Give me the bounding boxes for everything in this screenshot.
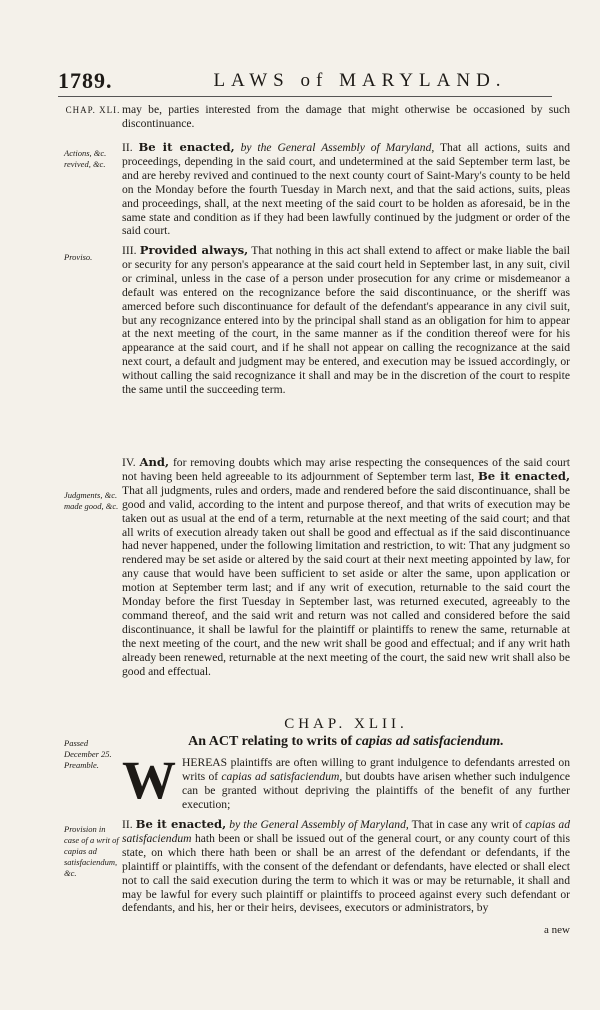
preamble-a: HEREAS plaintiffs are often willing to grant indulgence to defendants arrested on writs of <box>182 756 570 783</box>
preamble-b: but doubts have arisen whether such indulgence can be granted without depriving the plaintiffs of the benefit of any further execution; <box>182 769 570 811</box>
chapter-heading: CHAP. XLII. <box>284 716 408 732</box>
page-year: 1789. <box>58 68 113 93</box>
section-iv <box>122 456 570 679</box>
chap-xlii-sec-ii-b: hath been or shall be issued out of the general court, or any county court of this state, on which there hath been or shall be an arrest of the defendant or defendants, if the plaintiff or plaintiffs, with the consent of the defendant or defendants, have elected or shall elect not to call the said execution during the term to which it was or may be returnable, it shall and may be lawful for every such plaintiff or plaintiffs to proceed against every such defendant or defendants, and his, her or their heirs, devisees, executors or administrators, by <box>122 831 570 915</box>
catchword: a new <box>544 924 570 936</box>
chap-xlii-sec-ii-authority: by the General Assembly of Maryland, <box>229 818 409 831</box>
chap-xlii-sec-ii-a: That in case any writ of <box>411 818 523 831</box>
section-iii-proviso: Provided always, <box>139 243 249 257</box>
section-iii-number: III. <box>122 244 137 257</box>
margin-note-proviso: Proviso. <box>64 252 93 262</box>
chap-xlii-section-ii <box>122 818 570 915</box>
margin-note-passed: Passed December 25. Preamble. <box>64 738 112 770</box>
chap-xlii-sec-ii-number: II. <box>122 818 133 831</box>
act-title-a: An ACT relating to writs of <box>188 734 353 749</box>
preamble <box>122 750 570 812</box>
section-ii-body: That all actions, suits and proceedings, depending in the said court, and undetermined at the said September term last, be and are hereby revived and continued to the next county court of Saint-Mary's county to be held on the Monday before the fourth Tuesday in March next, and that the said actions, suits, pleas and proceedings, shall, at the next meeting of the said court to be holden as aforesaid, be in the same state and condition as if they had been lawfully continued by the judgment or order of the said court. <box>122 141 570 238</box>
section-iv-body-b: That all judgments, rules and orders, made and rendered before the said discontinuance, shall be good and valid, according to the intent and purpose thereof, and that writs of execution may be taken out as usual at the end of a term, returnable at the next meeting of the said court; and that all writs of execution already taken out shall be good and effectual as if the said discontinuance had never happened, under the following limitation and restriction, to wit: That any judgment so rendered may be set aside or altered by the said court at their next meeting appointed by law, for any cause that would have been sufficient to set aside or alter the same, upon application or motion at September term last; and if any writ of execution, returnable to the said court the Monday before the first Tuesday in September last, was returned executed, agreeably to the command thereof, and the said writ and return was not called and considered before the said discontinuance, it shall be lawful for the plaintiff or plaintiffs to renew the same, returnable at the next meeting of the court, and the new writ shall be good and effectual; and if any writ hath already been renewed, returnable at the next meeting of the court, the said new writ shall also be good and effectual. <box>122 483 570 678</box>
act-title <box>122 734 570 750</box>
section-ii <box>122 141 570 238</box>
margin-note-capias: Provision in case of a writ of capias ad satisfaciendum, &c. <box>64 824 119 878</box>
preamble-italic: capias ad satisfaciendum, <box>221 769 343 783</box>
chap-xlii-sec-ii-enacting: Be it enacted, <box>135 817 227 831</box>
section-iv-body-a: for removing doubts which may arise respecting the consequences of the said court not having been held agreeable to its adjournment of September term last, <box>122 456 571 483</box>
section-ii-enacting: Be it enacted, <box>138 140 235 154</box>
continued-paragraph: may be, parties interested from the damage that might otherwise be occasioned by such discontinuance. <box>122 103 570 130</box>
section-iii <box>122 244 570 397</box>
section-iv-number: IV. <box>122 456 136 469</box>
section-iv-enacting: Be it enacted, <box>477 468 570 483</box>
margin-chap-continued: CHAP. XLI. <box>65 105 121 115</box>
section-ii-authority: by the General Assembly of Maryland, <box>240 141 435 154</box>
section-ii-number: II. <box>122 141 133 154</box>
margin-note-revived: Actions, &c. revived, &c. <box>64 148 107 169</box>
act-title-b: capias ad satisfaciendum. <box>355 734 504 749</box>
header-rule <box>58 96 552 97</box>
section-iv-and: And, <box>139 455 170 469</box>
chap-xlii-sec-ii-italic: capias ad satisfaciendum <box>122 818 571 845</box>
running-head <box>58 68 552 98</box>
page-title: LAWS of MARYLAND. <box>213 70 507 91</box>
section-iii-body: That nothing in this act shall extend to affect or make liable the bail or security for any person's appearance at the said court held in September last, in any suit, civil or criminal, unless in the case of a person under prosecution for any crime or misdemeanor a default was entered on the recognizance before the said discontinuance, or the sheriff was amerced before such discontinuance for default of the defendant's appearance in any civil suit, but any recognizance entered into by the principal shall stand as an obligation for him to appear at the next meeting of the court, in the same manner as if the condition thereof were for his appearance at the said court, and if he shall not appear on calling the recognizance at the said next court, a default and judgment may be entered, and execution may be issued accordingly, or without calling the said recognizance it shall and may be in the discretion of the court to respite the same until the succeeding term. <box>122 244 570 397</box>
drop-cap: W <box>122 750 176 810</box>
margin-note-judgments: Judgments, &c. made good, &c. <box>64 490 119 511</box>
